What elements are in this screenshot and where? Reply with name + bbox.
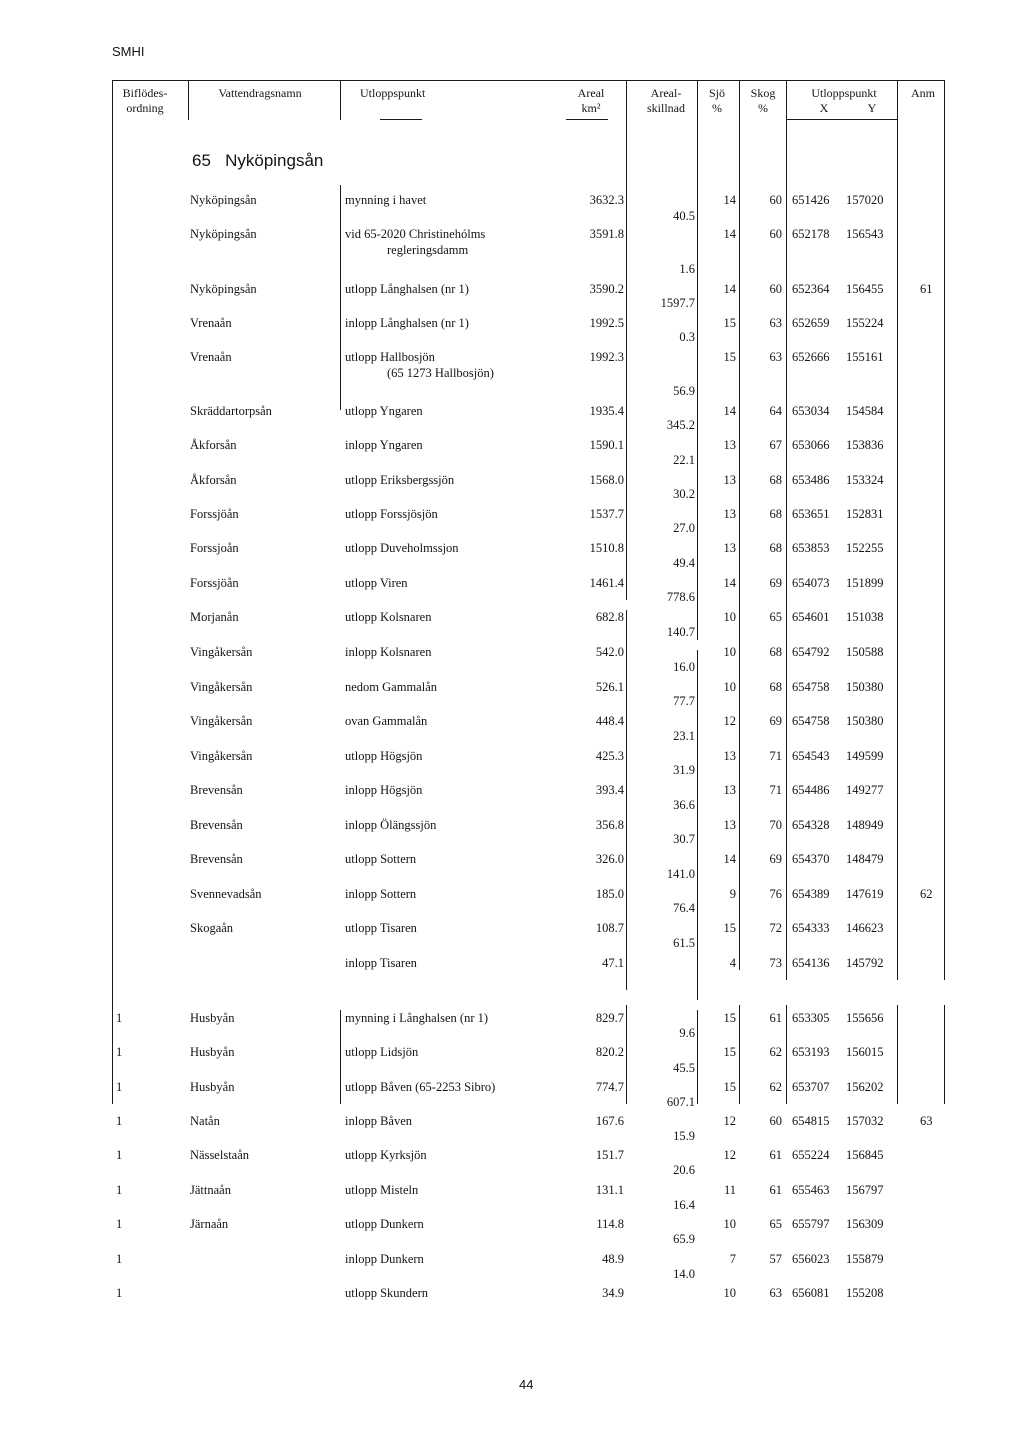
cell-sjo: 14 [723, 404, 736, 418]
cell-x: 653486 [792, 473, 830, 487]
header-utloppspunkt-xy: Utloppspunkt X Y [811, 86, 877, 115]
area-difference: 40.5 [673, 209, 695, 223]
cell-x: 654370 [792, 852, 830, 866]
cell-areal: 425.3 [595, 749, 624, 763]
cell-utloppspunkt: utlopp Viren [345, 576, 408, 590]
cell-vattendrag: Jättnaån [190, 1183, 231, 1197]
area-difference: 607.1 [666, 1095, 695, 1109]
cell-utloppspunkt-cont: regleringsdamm [387, 243, 469, 257]
cell-y: 148949 [846, 818, 884, 832]
cell-sjo: 10 [723, 1286, 736, 1300]
cell-sjo: 10 [723, 610, 736, 624]
cell-utloppspunkt: inlopp Tisaren [345, 956, 417, 970]
cell-y: 149599 [846, 749, 884, 763]
cell-skog: 61 [769, 1011, 782, 1025]
cell-utloppspunkt: inlopp Sottern [345, 887, 417, 901]
cell-x: 653707 [792, 1080, 830, 1094]
cell-areal: 1590.1 [589, 438, 624, 452]
area-difference: 1.6 [679, 262, 695, 276]
cell-areal: 185.0 [595, 887, 624, 901]
cell-areal: 3632.3 [589, 193, 624, 207]
cell-skog: 73 [769, 956, 782, 970]
cell-utloppspunkt: utlopp Duveholmssjon [345, 541, 459, 555]
cell-y: 149277 [846, 783, 884, 797]
cell-areal: 1510.8 [589, 541, 624, 555]
cell-y: 156455 [846, 282, 884, 296]
cell-areal: 34.9 [602, 1286, 624, 1300]
area-difference: 9.6 [679, 1026, 695, 1040]
cell-x: 653193 [792, 1045, 830, 1059]
cell-sjo: 13 [723, 541, 736, 555]
area-difference: 36.6 [673, 798, 695, 812]
cell-x: 653034 [792, 404, 830, 418]
cell-skog: 65 [769, 1217, 782, 1231]
cell-x: 652659 [792, 316, 830, 330]
cell-sjo: 15 [723, 1045, 736, 1059]
area-difference: 23.1 [673, 729, 695, 743]
cell-skog: 70 [769, 818, 782, 832]
cell-y: 156309 [846, 1217, 884, 1231]
cell-areal: 1935.4 [589, 404, 624, 418]
cell-skog: 61 [769, 1183, 782, 1197]
cell-areal: 1568.0 [589, 473, 624, 487]
cell-vattendrag: Nyköpingsån [190, 193, 257, 207]
cell-y: 150380 [846, 680, 884, 694]
cell-utloppspunkt: inlopp Högsjön [345, 783, 423, 797]
cell-areal: 1992.5 [589, 316, 624, 330]
cell-utloppspunkt: mynning i havet [345, 193, 427, 207]
cell-sjo: 15 [723, 350, 736, 364]
cell-sjo: 14 [723, 227, 736, 241]
area-difference: 1597.7 [660, 296, 695, 310]
header-anm: Anm [911, 86, 935, 100]
cell-x: 652178 [792, 227, 830, 241]
cell-utloppspunkt: utlopp Lidsjön [345, 1045, 419, 1059]
header-skog: Skog % [750, 86, 776, 115]
cell-sjo: 15 [723, 1080, 736, 1094]
cell-vattendrag: Järnaån [190, 1217, 229, 1231]
cell-sjo: 14 [723, 282, 736, 296]
cell-vattendrag: Vingåkersån [190, 645, 253, 659]
cell-sjo: 15 [723, 1011, 736, 1025]
cell-x: 654601 [792, 610, 830, 624]
cell-utloppspunkt: utlopp Hallbosjön [345, 350, 435, 364]
cell-utloppspunkt: utlopp Forssjösjön [345, 507, 438, 521]
area-difference: 16.0 [673, 660, 695, 674]
cell-x: 654486 [792, 783, 830, 797]
cell-skog: 63 [769, 316, 782, 330]
cell-x: 654333 [792, 921, 830, 935]
area-difference: 30.2 [673, 487, 695, 501]
cell-y: 155224 [846, 316, 884, 330]
cell-areal: 47.1 [602, 956, 624, 970]
cell-sjo: 7 [729, 1252, 736, 1266]
area-difference: 20.6 [673, 1163, 695, 1177]
cell-utloppspunkt: utlopp Sottern [345, 852, 417, 866]
cell-ordning: 1 [116, 1080, 123, 1094]
cell-skog: 60 [769, 282, 782, 296]
cell-y: 155161 [846, 350, 884, 364]
cell-sjo: 14 [723, 852, 736, 866]
cell-utloppspunkt: inlopp Långhalsen (nr 1) [345, 316, 469, 330]
cell-y: 155656 [846, 1011, 884, 1025]
cell-x: 653853 [792, 541, 830, 555]
cell-ordning: 1 [116, 1286, 123, 1300]
cell-y: 156797 [846, 1183, 884, 1197]
cell-skog: 57 [769, 1252, 782, 1266]
cell-utloppspunkt: inlopp Båven [345, 1114, 413, 1128]
cell-y: 157020 [846, 193, 884, 207]
cell-anm: 62 [920, 887, 933, 901]
cell-y: 155879 [846, 1252, 884, 1266]
cell-sjo: 13 [723, 783, 736, 797]
cell-ordning: 1 [116, 1045, 123, 1059]
cell-utloppspunkt: utlopp Långhalsen (nr 1) [345, 282, 469, 296]
cell-utloppspunkt: utlopp Misteln [345, 1183, 419, 1197]
cell-vattendrag: Forssjoån [190, 541, 239, 555]
cell-x: 654815 [792, 1114, 830, 1128]
cell-sjo: 13 [723, 818, 736, 832]
cell-areal: 1992.3 [589, 350, 624, 364]
cell-utloppspunkt: utlopp Dunkern [345, 1217, 424, 1231]
header-arealskillnad: Areal- skillnad [647, 86, 685, 115]
cell-areal: 108.7 [595, 921, 624, 935]
cell-skog: 65 [769, 610, 782, 624]
cell-utloppspunkt: utlopp Yngaren [345, 404, 423, 418]
cell-anm: 61 [920, 282, 933, 296]
cell-sjo: 12 [723, 714, 736, 728]
cell-skog: 63 [769, 350, 782, 364]
cell-skog: 72 [769, 921, 782, 935]
cell-x: 651426 [792, 193, 830, 207]
header-utlopp: Utloppspunkt [360, 86, 426, 100]
header-areal: Areal km² [577, 86, 605, 115]
cell-vattendrag: Brevensån [190, 852, 243, 866]
cell-x: 654389 [792, 887, 830, 901]
cell-sjo: 14 [723, 193, 736, 207]
cell-vattendrag: Skogaån [190, 921, 234, 935]
area-difference: 76.4 [673, 901, 695, 915]
cell-y: 153324 [846, 473, 884, 487]
cell-y: 151899 [846, 576, 884, 590]
cell-vattendrag: Åkforsån [190, 473, 237, 487]
cell-utloppspunkt: inlopp Kolsnaren [345, 645, 432, 659]
cell-vattendrag: Brevensån [190, 818, 243, 832]
cell-sjo: 9 [729, 887, 736, 901]
cell-utloppspunkt: utlopp Eriksbergssjön [345, 473, 455, 487]
cell-x: 654543 [792, 749, 830, 763]
cell-y: 150588 [846, 645, 884, 659]
area-difference: 45.5 [673, 1061, 695, 1075]
cell-areal: 393.4 [595, 783, 624, 797]
cell-y: 150380 [846, 714, 884, 728]
cell-ordning: 1 [116, 1217, 123, 1231]
cell-skog: 60 [769, 193, 782, 207]
area-difference: 345.2 [666, 418, 695, 432]
cell-areal: 326.0 [595, 852, 624, 866]
cell-areal: 3591.8 [589, 227, 624, 241]
cell-areal: 542.0 [595, 645, 624, 659]
cell-areal: 48.9 [602, 1252, 624, 1266]
cell-vattendrag: Natån [190, 1114, 220, 1128]
cell-skog: 68 [769, 541, 782, 555]
cell-x: 654328 [792, 818, 830, 832]
cell-y: 152255 [846, 541, 884, 555]
section-title: 65 Nyköpingsån [192, 151, 324, 170]
cell-vattendrag: Vingåkersån [190, 680, 253, 694]
cell-utloppspunkt: inlopp Dunkern [345, 1252, 424, 1266]
cell-x: 653066 [792, 438, 830, 452]
cell-ordning: 1 [116, 1148, 123, 1162]
cell-areal: 829.7 [595, 1011, 624, 1025]
cell-vattendrag: Vrenaån [190, 316, 232, 330]
cell-vattendrag: Nyköpingsån [190, 227, 257, 241]
area-difference: 14.0 [673, 1267, 695, 1281]
cell-skog: 69 [769, 852, 782, 866]
cell-vattendrag: Nässelstaån [190, 1148, 250, 1162]
cell-vattendrag: Vrenaån [190, 350, 232, 364]
header-sjo: Sjö % [708, 86, 725, 115]
cell-y: 148479 [846, 852, 884, 866]
cell-areal: 820.2 [595, 1045, 624, 1059]
header-vattendrag: Vattendragsnamn [218, 86, 302, 100]
cell-vattendrag: Morjanån [190, 610, 239, 624]
cell-sjo: 13 [723, 749, 736, 763]
cell-skog: 68 [769, 473, 782, 487]
cell-utloppspunkt: utlopp Skundern [345, 1286, 428, 1300]
cell-sjo: 13 [723, 438, 736, 452]
area-difference: 27.0 [673, 521, 695, 535]
cell-skog: 63 [769, 1286, 782, 1300]
cell-y: 155208 [846, 1286, 884, 1300]
cell-utloppspunkt: inlopp Ölängssjön [345, 818, 437, 832]
area-difference: 30.7 [673, 832, 695, 846]
cell-areal: 356.8 [595, 818, 624, 832]
cell-y: 157032 [846, 1114, 884, 1128]
cell-y: 156543 [846, 227, 884, 241]
area-difference: 31.9 [673, 763, 695, 777]
cell-y: 152831 [846, 507, 884, 521]
cell-x: 656023 [792, 1252, 830, 1266]
cell-sjo: 10 [723, 1217, 736, 1231]
area-difference: 77.7 [673, 694, 695, 708]
cell-skog: 61 [769, 1148, 782, 1162]
header-bifl: Biflödes- ordning [122, 86, 168, 115]
cell-y: 154584 [846, 404, 884, 418]
cell-vattendrag: Husbyån [190, 1080, 235, 1094]
cell-utloppspunkt: utlopp Tisaren [345, 921, 417, 935]
area-difference: 141.0 [666, 867, 695, 881]
cell-skog: 68 [769, 645, 782, 659]
cell-skog: 64 [769, 404, 782, 418]
cell-ordning: 1 [116, 1252, 123, 1266]
cell-utloppspunkt: ovan Gammalån [345, 714, 428, 728]
cell-x: 654136 [792, 956, 830, 970]
cell-skog: 71 [769, 749, 782, 763]
cell-sjo: 10 [723, 645, 736, 659]
cell-x: 656081 [792, 1286, 830, 1300]
cell-x: 655463 [792, 1183, 830, 1197]
cell-ordning: 1 [116, 1011, 123, 1025]
cell-utloppspunkt: utlopp Kolsnaren [345, 610, 432, 624]
cell-x: 654758 [792, 714, 830, 728]
cell-skog: 76 [769, 887, 782, 901]
area-difference: 15.9 [673, 1129, 695, 1143]
cell-y: 156202 [846, 1080, 884, 1094]
cell-x: 655224 [792, 1148, 830, 1162]
cell-sjo: 13 [723, 473, 736, 487]
cell-vattendrag: Nyköpingsån [190, 282, 257, 296]
cell-skog: 69 [769, 576, 782, 590]
cell-vattendrag: Vingåkersån [190, 749, 253, 763]
cell-vattendrag: Husbyån [190, 1011, 235, 1025]
cell-skog: 68 [769, 680, 782, 694]
cell-y: 153836 [846, 438, 884, 452]
cell-ordning: 1 [116, 1114, 123, 1128]
cell-anm: 63 [920, 1114, 933, 1128]
cell-sjo: 12 [723, 1148, 736, 1162]
area-difference: 61.5 [673, 936, 695, 950]
cell-areal: 526.1 [595, 680, 624, 694]
cell-vattendrag: Brevensån [190, 783, 243, 797]
cell-sjo: 10 [723, 680, 736, 694]
cell-areal: 167.6 [595, 1114, 624, 1128]
cell-vattendrag: Husbyån [190, 1045, 235, 1059]
cell-vattendrag: Forssjöån [190, 576, 239, 590]
top-label: SMHI [112, 44, 145, 59]
cell-sjo: 14 [723, 576, 736, 590]
cell-y: 147619 [846, 887, 884, 901]
area-difference: 16.4 [673, 1198, 695, 1212]
cell-y: 146623 [846, 921, 884, 935]
cell-x: 654758 [792, 680, 830, 694]
cell-skog: 62 [769, 1080, 782, 1094]
area-difference: 56.9 [673, 384, 695, 398]
cell-x: 654073 [792, 576, 830, 590]
cell-areal: 1537.7 [589, 507, 624, 521]
cell-sjo: 13 [723, 507, 736, 521]
cell-utloppspunkt: utlopp Båven (65-2253 Sibro) [345, 1080, 496, 1094]
area-difference: 778.6 [666, 590, 695, 604]
cell-vattendrag: Skräddartorpsån [190, 404, 272, 418]
area-difference: 49.4 [673, 556, 695, 570]
cell-utloppspunkt: vid 65-2020 Christinehólms [345, 227, 486, 241]
cell-utloppspunkt: utlopp Kyrksjön [345, 1148, 427, 1162]
area-difference: 22.1 [673, 453, 695, 467]
cell-x: 652364 [792, 282, 830, 296]
cell-areal: 448.4 [595, 714, 624, 728]
cell-x: 654792 [792, 645, 830, 659]
cell-utloppspunkt: utlopp Högsjön [345, 749, 423, 763]
cell-y: 151038 [846, 610, 884, 624]
cell-areal: 151.7 [595, 1148, 624, 1162]
cell-x: 653305 [792, 1011, 830, 1025]
cell-skog: 68 [769, 507, 782, 521]
cell-sjo: 4 [729, 956, 736, 970]
page-number: 44 [519, 1377, 534, 1392]
area-difference: 65.9 [673, 1232, 695, 1246]
cell-x: 655797 [792, 1217, 830, 1231]
cell-areal: 682.8 [595, 610, 624, 624]
area-difference: 0.3 [679, 330, 695, 344]
area-difference: 140.7 [666, 625, 695, 639]
cell-vattendrag: Svennevadsån [190, 887, 262, 901]
cell-areal: 114.8 [596, 1217, 624, 1231]
cell-areal: 774.7 [595, 1080, 624, 1094]
cell-skog: 67 [769, 438, 782, 452]
cell-areal: 1461.4 [589, 576, 624, 590]
cell-vattendrag: Åkforsån [190, 438, 237, 452]
cell-vattendrag: Forssjöån [190, 507, 239, 521]
cell-vattendrag: Vingåkersån [190, 714, 253, 728]
cell-skog: 60 [769, 1114, 782, 1128]
cell-skog: 69 [769, 714, 782, 728]
cell-skog: 71 [769, 783, 782, 797]
cell-utloppspunkt: mynning i Långhalsen (nr 1) [345, 1011, 489, 1025]
cell-utloppspunkt-cont: (65 1273 Hallbosjön) [387, 366, 494, 380]
cell-utloppspunkt: nedom Gammalån [345, 680, 437, 694]
cell-x: 653651 [792, 507, 830, 521]
cell-skog: 60 [769, 227, 782, 241]
cell-sjo: 15 [723, 921, 736, 935]
cell-utloppspunkt: inlopp Yngaren [345, 438, 423, 452]
cell-y: 156015 [846, 1045, 884, 1059]
cell-areal: 3590.2 [589, 282, 624, 296]
cell-sjo: 12 [723, 1114, 736, 1128]
cell-ordning: 1 [116, 1183, 123, 1197]
cell-sjo: 15 [723, 316, 736, 330]
cell-skog: 62 [769, 1045, 782, 1059]
cell-y: 145792 [846, 956, 884, 970]
cell-sjo: 11 [723, 1183, 736, 1197]
cell-x: 652666 [792, 350, 830, 364]
cell-y: 156845 [846, 1148, 884, 1162]
cell-areal: 131.1 [595, 1183, 624, 1197]
